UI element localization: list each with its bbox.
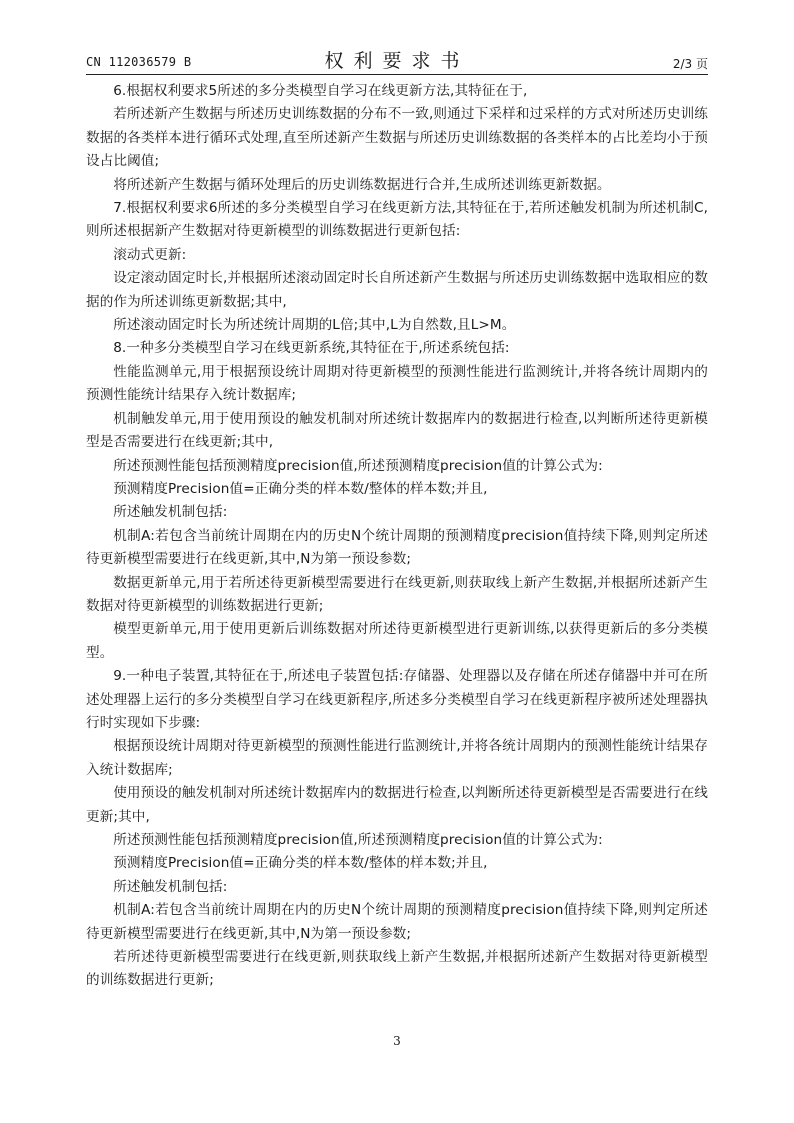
claim-paragraph: 所述触发机制包括: (113, 504, 228, 521)
claim-paragraph: 机制触发单元,用于使用预设的触发机制对所述统计数据库内的数据进行检查,以判断所述待更新模型是否需要进行在线更新;其中, (86, 410, 708, 451)
claim-paragraph: 机制A:若包含当前统计周期在内的历史N个统计周期的预测精度precision值持续下降,则判定所述待更新模型需要进行在线更新,其中,N为第一预设参数; (86, 527, 708, 568)
page-number: 3 (393, 1034, 401, 1048)
claim-paragraph: 设定滚动固定时长,并根据所述滚动固定时长自所述新产生数据与所述历史训练数据中选取相应的数据的作为所述训练更新数据;其中, (86, 270, 708, 310)
claim-paragraph: 所述滚动固定时长为所述统计周期的L倍;其中,L为自然数,且L>M。 (113, 317, 516, 334)
page-indicator: 2/3 页 (672, 57, 708, 71)
claim-paragraph: 所述预测性能包括预测精度precision值,所述预测精度precision值的计算公式为: (113, 457, 603, 474)
patent-number: CN 112036579 B (86, 55, 192, 69)
claim-paragraph: 若所述待更新模型需要进行在线更新,则获取线上新产生数据,并根据所述新产生数据对待更新模型的训练数据进行更新; (86, 949, 708, 989)
claim-paragraph: 数据更新单元,用于若所述待更新模型需要进行在线更新,则获取线上新产生数据,并根据所述新产生数据对待更新模型的训练数据进行更新; (86, 574, 708, 614)
claim-paragraph: 将所述新产生数据与循环处理后的历史训练数据进行合并,生成所述训练更新数据。 (113, 176, 611, 193)
claim-paragraph: 预测精度Precision值=正确分类的样本数/整体的样本数;并且, (113, 480, 488, 497)
claim-paragraph: 所述触发机制包括: (113, 878, 228, 895)
claim-paragraph: 6.根据权利要求5所述的多分类模型自学习在线更新方法,其特征在于, (113, 83, 528, 99)
claim-paragraph: 9.一种电子装置,其特征在于,所述电子装置包括:存储器、处理器以及存储在所述存储器中并可在所述处理器上运行的多分类模型自学习在线更新程序,所述多分类模型自学习在线更新程序被所述处理器执行时实现如下步骤: (86, 668, 708, 731)
claim-paragraph: 根据预设统计周期对待更新模型的预测性能进行监测统计,并将各统计周期内的预测性能统计结果存入统计数据库; (86, 738, 708, 778)
page-header (86, 44, 708, 75)
claims-body (86, 80, 708, 993)
claim-paragraph: 若所述新产生数据与所述历史训练数据的分布不一致,则通过下采样和过采样的方式对所述历史训练数据的各类样本进行循环式处理,直至所述新产生数据与所述历史训练数据的各类样本的占比差均小于预设占比阈值; (86, 106, 708, 170)
document-title: 权利要求书 (324, 50, 470, 72)
claim-paragraph: 所述预测性能包括预测精度precision值,所述预测精度precision值的计算公式为: (113, 832, 603, 848)
claim-paragraph: 预测精度Precision值=正确分类的样本数/整体的样本数;并且, (113, 855, 488, 872)
claim-paragraph: 模型更新单元,用于使用更新后训练数据对所述待更新模型进行更新训练,以获得更新后的多分类模型。 (86, 621, 708, 661)
claim-paragraph: 7.根据权利要求6所述的多分类模型自学习在线更新方法,其特征在于,若所述触发机制为所述机制C,则所述根据新产生数据对待更新模型的训练数据进行更新包括: (86, 200, 708, 240)
claim-paragraph: 性能监测单元,用于根据预设统计周期对待更新模型的预测性能进行监测统计,并将各统计周期内的预测性能统计结果存入统计数据库; (86, 363, 708, 404)
claim-paragraph: 滚动式更新: (113, 246, 187, 263)
claim-paragraph: 机制A:若包含当前统计周期在内的历史N个统计周期的预测精度precision值持续下降,则判定所述待更新模型需要进行在线更新,其中,N为第一预设参数; (86, 902, 708, 942)
claim-paragraph: 使用预设的触发机制对所述统计数据库内的数据进行检查,以判断所述待更新模型是否需要进行在线更新;其中, (86, 785, 708, 825)
claim-paragraph: 8.一种多分类模型自学习在线更新系统,其特征在于,所述系统包括: (113, 340, 510, 357)
